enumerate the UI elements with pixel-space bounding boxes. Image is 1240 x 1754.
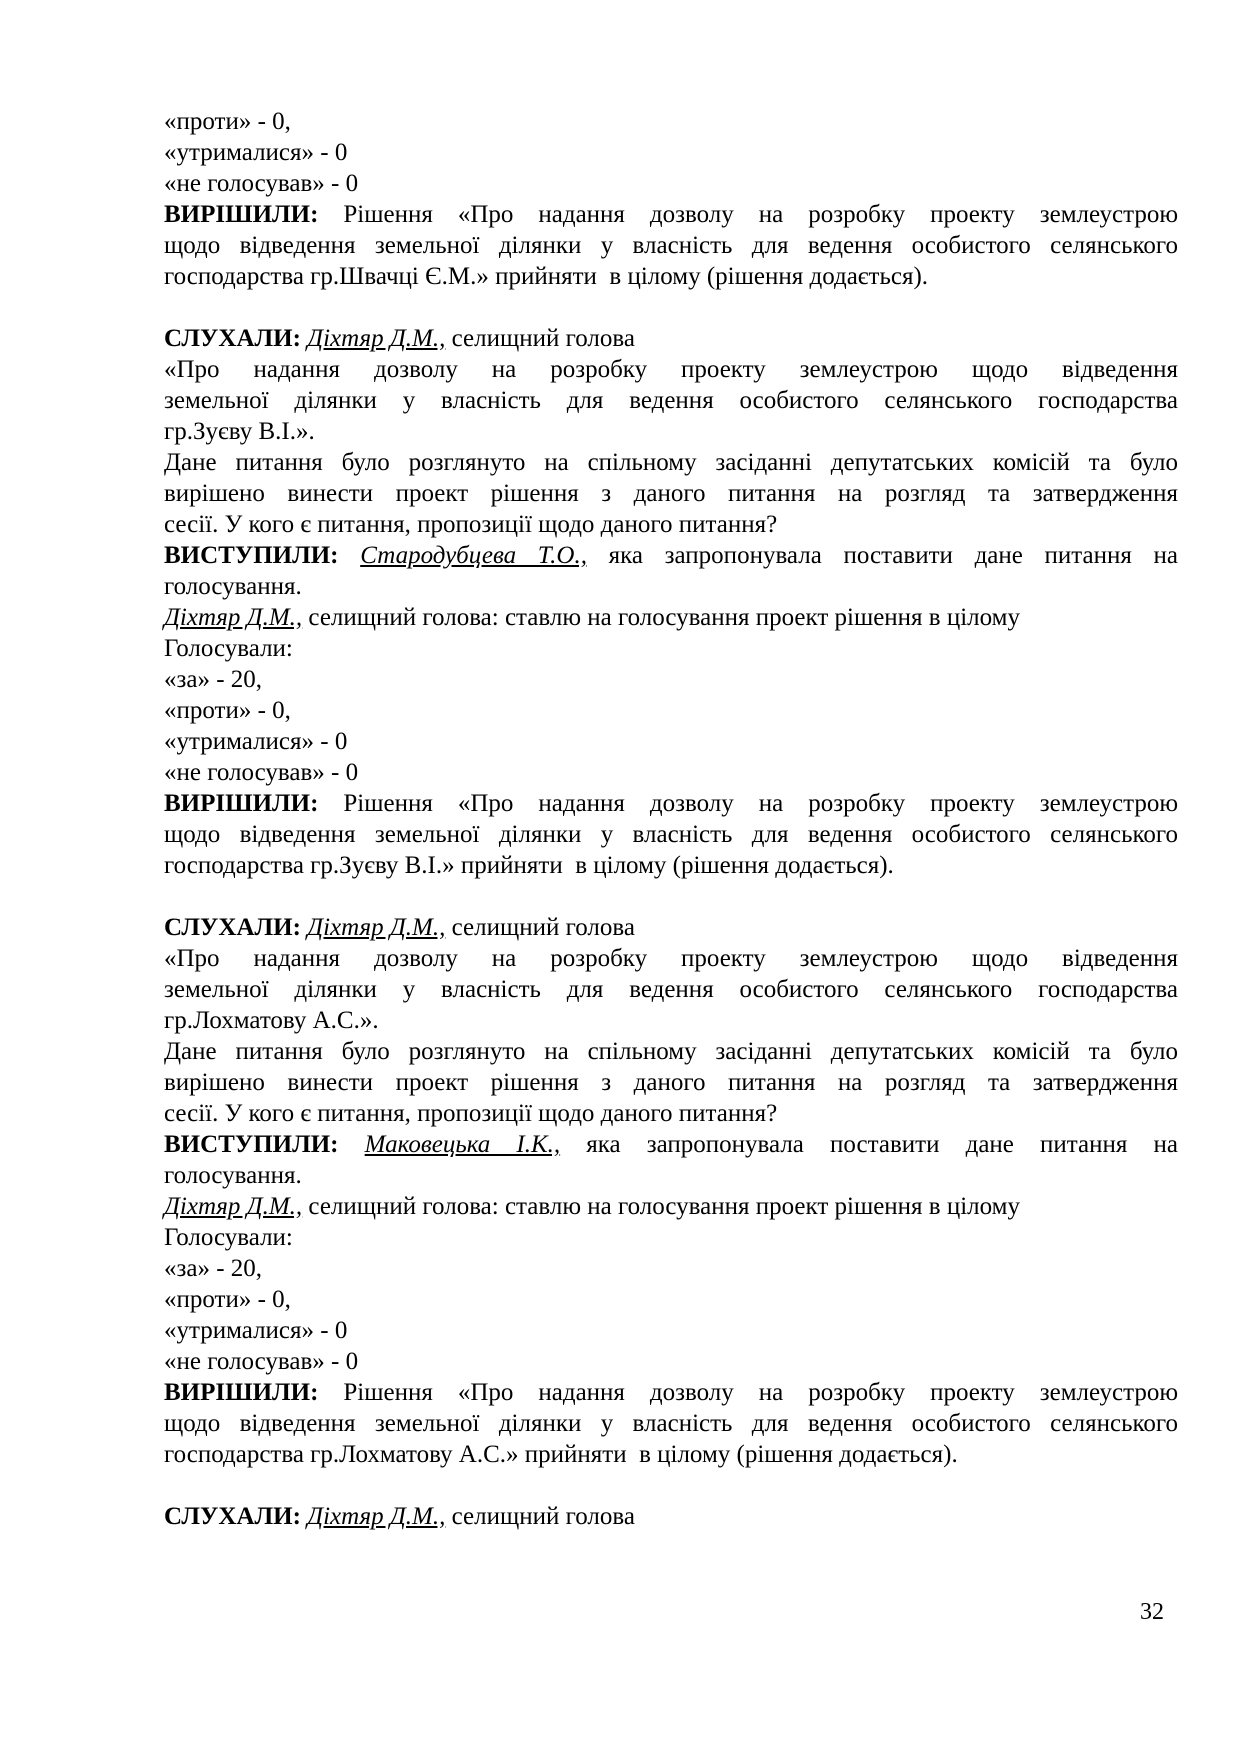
chair-name: Діхтяр Д.М., xyxy=(164,604,303,631)
decision-line: ВИРІШИЛИ: Рішення «Про надання дозволу на розробку проекту землеустрою xyxy=(164,201,1178,228)
speaker-role: селищний голова xyxy=(445,914,635,941)
heard-line xyxy=(164,912,1178,943)
spoke-label: ВИСТУПИЛИ: xyxy=(164,542,339,569)
spoke-person: Маковецька І.К., xyxy=(364,1131,561,1158)
heard-line xyxy=(164,323,1178,354)
topic-line: земельної ділянки у власність для ведення особистого селянського господарства xyxy=(164,976,1178,1003)
spoke-label: ВИСТУПИЛИ: xyxy=(164,1131,339,1158)
spoke-line: ВИСТУПИЛИ: Стародубцева Т.О., яка запропонувала поставити дане питання на xyxy=(164,542,1179,569)
topic-line: «Про надання дозволу на розробку проекту землеустрою щодо відведення xyxy=(164,945,1178,972)
decision-line: господарства гр.Швачці Є.М.» прийняти в цілому (рішення додається). xyxy=(164,263,929,290)
vote-against: «проти» - 0, xyxy=(164,697,291,724)
spacer xyxy=(164,292,1178,323)
vote-against: «проти» - 0, xyxy=(164,108,291,135)
topic-line: «Про надання дозволу на розробку проекту землеустрою щодо відведення xyxy=(164,356,1178,383)
spoke-line: ВИСТУПИЛИ: Маковецька І.К., яка запропонувала поставити дане питання на xyxy=(164,1131,1178,1158)
chair-line: Діхтяр Д.М., селищний голова: ставлю на голосування проект рішення в цілому xyxy=(164,604,1020,631)
document-page xyxy=(164,106,1178,1532)
decision-line: ВИРІШИЛИ: Рішення «Про надання дозволу на розробку проекту землеустрою xyxy=(164,790,1178,817)
decided-label: ВИРІШИЛИ: xyxy=(164,1379,319,1406)
discussion-line: Дане питання було розглянуто на спільному засіданні депутатських комісій та було xyxy=(164,449,1178,476)
vote-for: «за» - 20, xyxy=(164,666,263,693)
vote-abstained: «утрималися» - 0 xyxy=(164,139,348,166)
spacer xyxy=(164,1470,1178,1501)
decision-line: щодо відведення земельної ділянки у власність для ведення особистого селянського xyxy=(164,232,1178,259)
speaker-role: селищний голова xyxy=(445,325,635,352)
voted-label: Голосували: xyxy=(164,1224,293,1251)
speaker-name: Діхтяр Д.М., xyxy=(307,1503,446,1530)
vote-not-voted: «не голосував» - 0 xyxy=(164,170,359,197)
chair-line: Діхтяр Д.М., селищний голова: ставлю на голосування проект рішення в цілому xyxy=(164,1193,1020,1220)
voted-label: Голосували: xyxy=(164,635,293,662)
speaker-role: селищний голова xyxy=(445,1503,635,1530)
decision-line: господарства гр.Зуєву В.І.» прийняти в цілому (рішення додається). xyxy=(164,852,894,879)
heard-label: СЛУХАЛИ: xyxy=(164,1503,301,1530)
discussion-line: сесії. У кого є питання, пропозиції щодо даного питання? xyxy=(164,1100,778,1127)
decision-line: щодо відведення земельної ділянки у власність для ведення особистого селянського xyxy=(164,1410,1178,1437)
vote-abstained: «утрималися» - 0 xyxy=(164,1317,348,1344)
spoke-line-end: голосування. xyxy=(164,1162,302,1189)
heard-label: СЛУХАЛИ: xyxy=(164,325,301,352)
speaker-name: Діхтяр Д.М., xyxy=(307,914,446,941)
vote-not-voted: «не голосував» - 0 xyxy=(164,759,359,786)
topic-line: гр.Лохматову А.С.». xyxy=(164,1007,379,1034)
discussion-line: сесії. У кого є питання, пропозиції щодо даного питання? xyxy=(164,511,778,538)
discussion-line: Дане питання було розглянуто на спільному засіданні депутатських комісій та було xyxy=(164,1038,1178,1065)
spacer xyxy=(164,881,1178,912)
decision-line: ВИРІШИЛИ: Рішення «Про надання дозволу на розробку проекту землеустрою xyxy=(164,1379,1178,1406)
speaker-name: Діхтяр Д.М., xyxy=(307,325,446,352)
topic-line: гр.Зуєву В.І.». xyxy=(164,418,315,445)
discussion-line: вирішено винести проект рішення з даного питання на розгляд та затвердження xyxy=(164,480,1178,507)
heard-line xyxy=(164,1501,1178,1532)
decision-line: господарства гр.Лохматову А.С.» прийняти в цілому (рішення додається). xyxy=(164,1441,958,1468)
decision-line: щодо відведення земельної ділянки у власність для ведення особистого селянського xyxy=(164,821,1178,848)
chair-name: Діхтяр Д.М., xyxy=(164,1193,303,1220)
topic-line: земельної ділянки у власність для ведення особистого селянського господарства xyxy=(164,387,1178,414)
decided-label: ВИРІШИЛИ: xyxy=(164,201,319,228)
discussion-line: вирішено винести проект рішення з даного питання на розгляд та затвердження xyxy=(164,1069,1178,1096)
vote-against: «проти» - 0, xyxy=(164,1286,291,1313)
vote-abstained: «утрималися» - 0 xyxy=(164,728,348,755)
spoke-line-end: голосування. xyxy=(164,573,302,600)
vote-not-voted: «не голосував» - 0 xyxy=(164,1348,359,1375)
spoke-person: Стародубцева Т.О., xyxy=(360,542,587,569)
vote-for: «за» - 20, xyxy=(164,1255,263,1282)
decided-label: ВИРІШИЛИ: xyxy=(164,790,319,817)
heard-label: СЛУХАЛИ: xyxy=(164,914,301,941)
page-number: 32 xyxy=(1140,1599,1164,1625)
